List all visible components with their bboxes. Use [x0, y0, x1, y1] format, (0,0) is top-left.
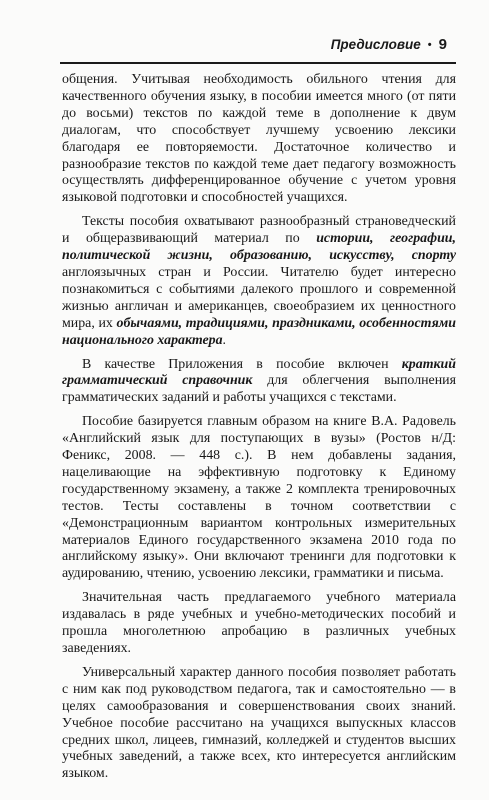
paragraph-text: . — [222, 332, 227, 348]
section-title: Предисловие — [330, 37, 421, 52]
paragraph — [62, 357, 456, 408]
paragraph-text: Универсальный характер данного пособия позволяет работать с ним как под руководством педагога, так и самостоятельно — в целях самообразования и совершенствования своих знаний. Учебное пособие рассчитано на учащихся выпускных классов средних школ, лицеев, гимназий, колледжей и студентов высших учебных заведений, а также всех, кто интересуется английским языком. — [62, 664, 456, 782]
paragraph — [62, 72, 456, 207]
body-text — [62, 72, 456, 790]
header-rule — [60, 62, 456, 64]
paragraph-text: общения. Учитывая необходимость обильного чтения для качественного обучения языку, в пособии имеется много (от пяти до восьми) текстов по каждой теме в дополнение к двум диалогам, что способствует лучшему усвоению лексики благодаря ее повторяемости. Достаточное количество и разнообразие текстов по каждой теме дает педагогу возможность осуществлять дифференцированное обучение с учетом уровня языковой подготовки и способностей учащихся. — [62, 72, 456, 206]
header-separator: • — [427, 39, 432, 51]
emphasized-text: краткий грамматический справочник — [62, 356, 456, 389]
paragraph — [62, 414, 456, 583]
paragraph-text: В качестве Приложения в пособие включен — [82, 356, 402, 372]
running-header — [331, 36, 447, 53]
paragraph — [62, 665, 456, 783]
paragraph-text: англоязычных стран и России. Читателю будет интересно познакомиться с событиями далекого прошлого и современной жизнью англичан и американцев, своеобразием их ценностного мира, их — [62, 264, 456, 331]
emphasized-text: обычаями, традициями, праздниками, особенностями национального характера — [62, 315, 456, 348]
paragraph-text: Пособие базируется главным образом на книге В.А. Радовель «Английский язык для поступающих в вузы» (Ростов н/Д: Феникс, 2008. — 448 с.). В нем добавлены задания, нацеливающие на эффективную подготовку к Единому государственному экзамену, а также 2 комплекта тренировочных тестов. Тесты составлены в точном соответствии с «Демонстрационным вариантом контрольных измерительных материалов Единого государственного экзамена 2010 года по английскому языку». Они включают тренинги для подготовки к аудированию, чтению, усвоению лексики, грамматики и письма. — [62, 414, 456, 582]
page-number: 9 — [438, 36, 447, 53]
paragraph — [62, 590, 456, 658]
paragraph — [62, 214, 456, 349]
paragraph-text: Значительная часть предлагаемого учебного материала издавалась в ряде учебных и учебно-методических пособий и прошла многолетнюю апробацию в различных учебных заведениях. — [62, 590, 456, 656]
paragraph-text: Тексты пособия охватывают разнообразный страноведческий и общеразвивающий материал по — [62, 214, 456, 247]
paragraph-text: для облегчения выполнения грамматических заданий и работы учащихся с текстами. — [62, 373, 456, 406]
emphasized-text: истории, географии, политической жизни, образованию, искусству, спорту — [62, 231, 456, 264]
